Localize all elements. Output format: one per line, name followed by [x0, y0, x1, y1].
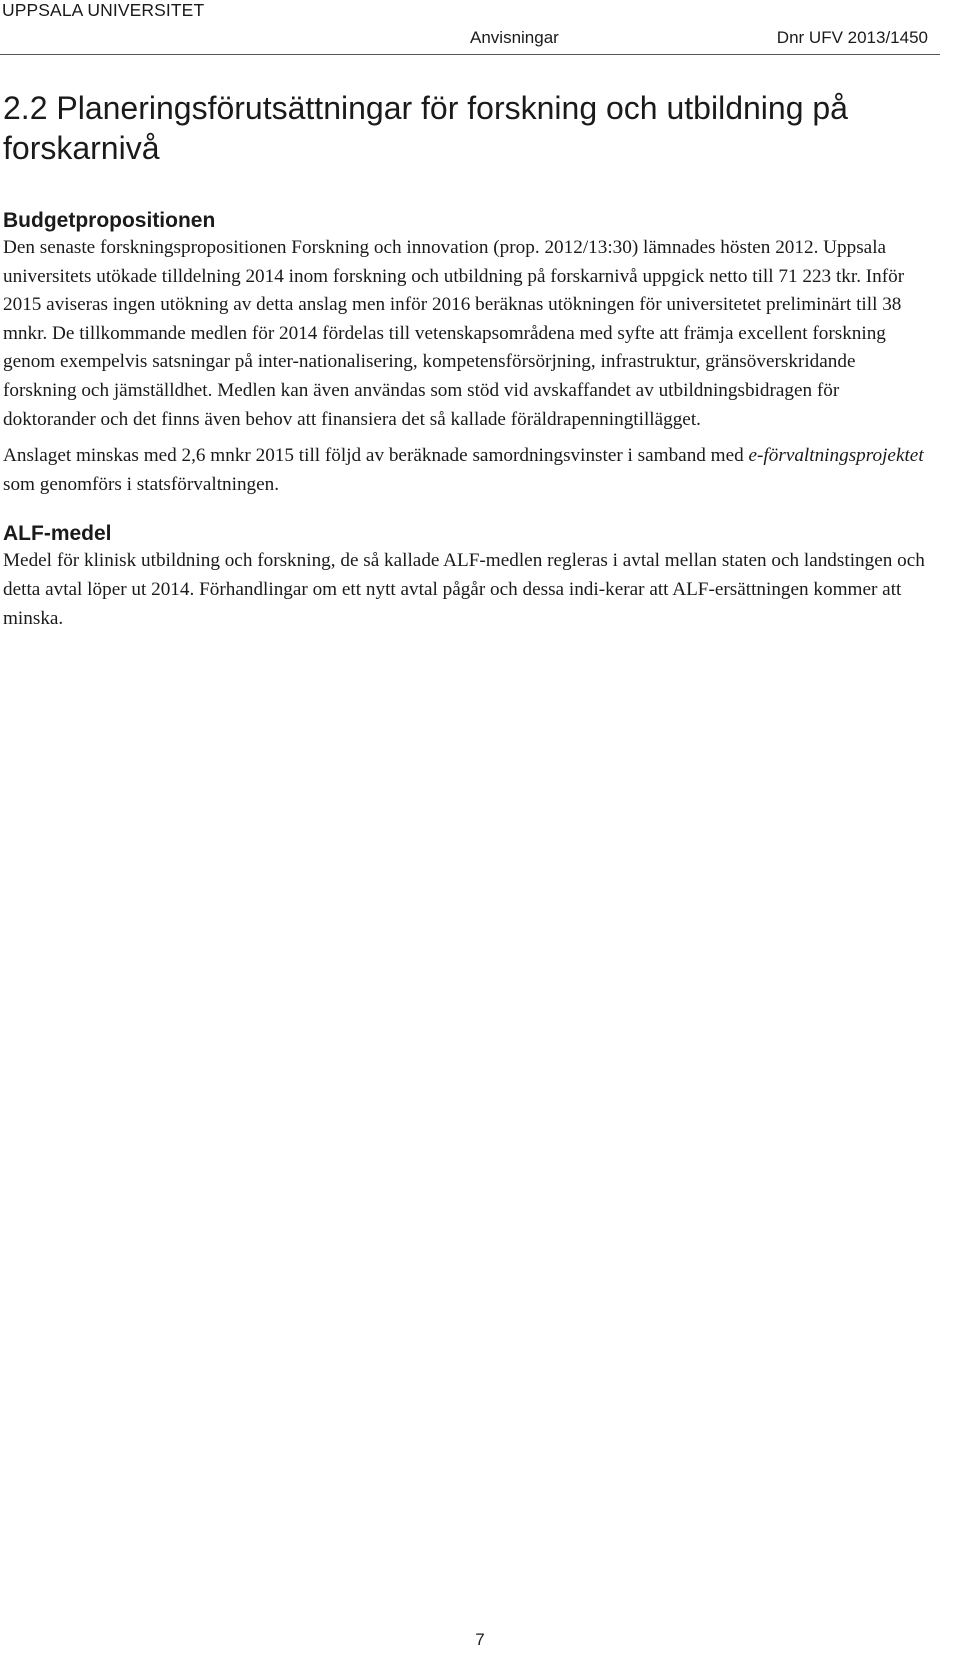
budget-paragraph-2-end: som genomförs i statsförvaltningen.	[3, 473, 280, 495]
page-header	[0, 0, 960, 50]
organization-name: UPPSALA UNIVERSITET	[2, 0, 205, 20]
page-number: 7	[475, 1630, 485, 1649]
budget-heading: Budgetpropositionen	[3, 209, 216, 232]
budget-paragraph-2-emphasis: e-förvaltningsprojektet	[748, 445, 924, 467]
page-content	[3, 88, 933, 633]
alf-heading: ALF-medel	[3, 522, 112, 546]
budget-paragraph-2	[3, 442, 933, 499]
document-type: Anvisningar	[470, 28, 559, 47]
budget-paragraph-1: Den senaste forskningspropositionen Forskning och innovation (prop. 2012/13:30) lämnades hösten 2012. Uppsala universitets utökade tilldelning 2014 inom forskning och utbildning på forskarnivå uppgick netto till 71 223 tkr. Inför 2015 aviseras ingen utökning av detta anslag men inför 2016 beräknas utökningen för universitetet preliminärt till 38 mnkr. De tillkommande medlen för 2014 fördelas till vetenskapsområdena med syfte att främja excellent forskning genom exempelvis satsningar på inter-nationalisering, kompetensförsörjning, infrastruktur, gränsöverskridande forskning och jämställdhet. Medlen kan även användas som stöd vid avskaffandet av utbildningsbidragen för doktorander och det finns även behov att finansiera det så kallade föräldrapenningtillägget.	[3, 237, 905, 430]
document-reference: Dnr UFV 2013/1450	[776, 28, 928, 47]
alf-paragraph: Medel för klinisk utbildning och forskning, de så kallade ALF-medlen regleras i avtal mellan staten och landstingen och detta avtal löper ut 2014. Förhandlingar om ett nytt avtal pågår och dessa indi-kerar att ALF-ersättningen kommer att minska.	[3, 550, 925, 629]
section-heading: 2.2 Planeringsförutsättningar för forskning och utbildning på forskarnivå	[3, 90, 848, 166]
budget-paragraph-2-start: Anslaget minskas med 2,6 mnkr 2015 till följd av beräknade samordningsvinster i samband med	[3, 445, 749, 467]
header-divider	[0, 54, 940, 55]
